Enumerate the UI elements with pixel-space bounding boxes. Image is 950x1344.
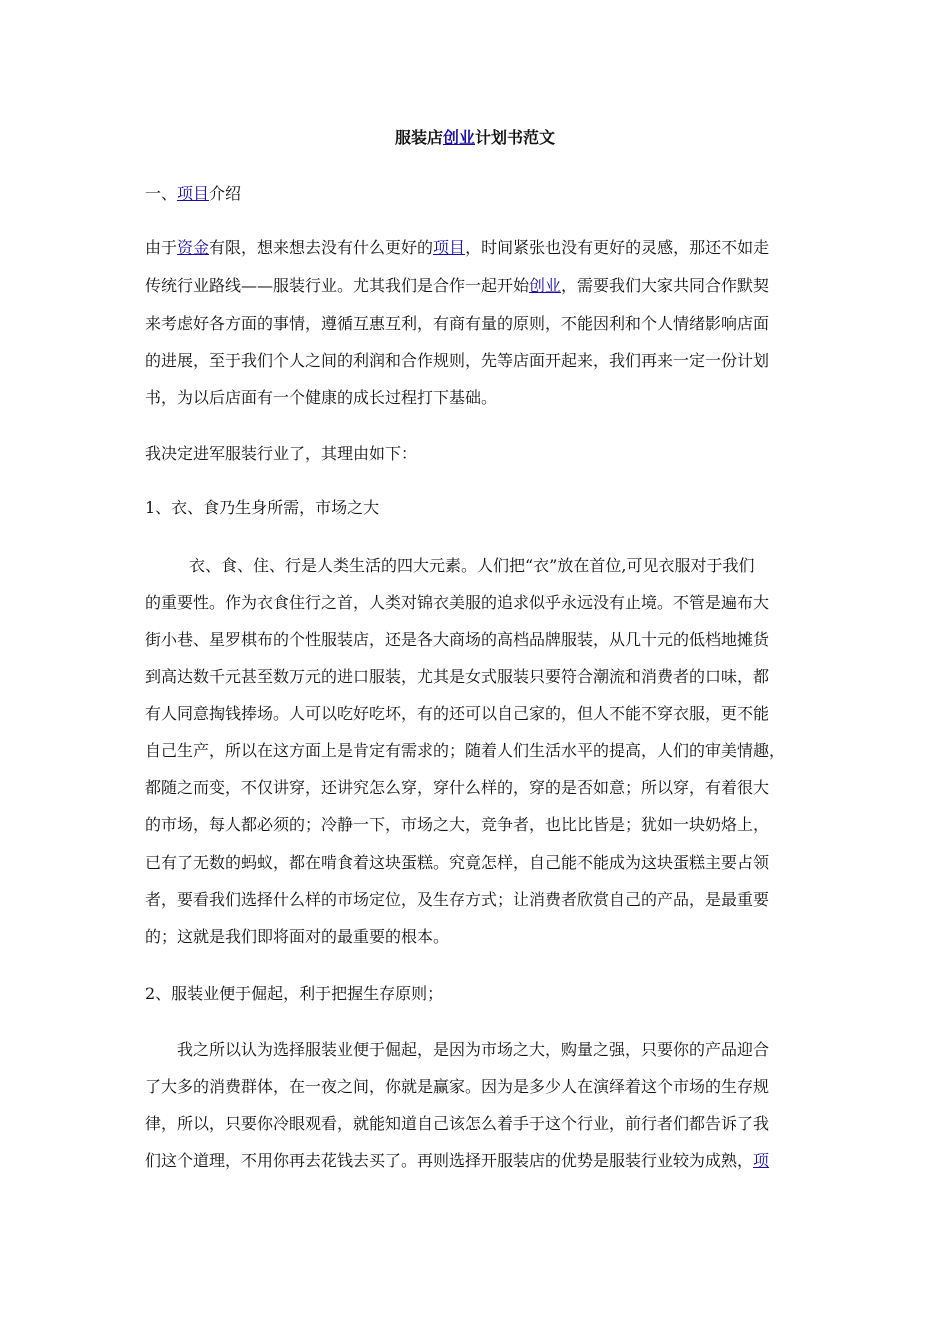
project-link[interactable]: 项目 [177,184,210,203]
para1-line1 [145,238,769,258]
section-heading-project [145,184,241,204]
para3-line: 有人同意掏钱捧场。人可以吃好吃坏，有的还可以自己家的，但人不能不穿衣服，更不能 [145,704,770,723]
para3-line: 街小巷、星罗棋布的个性服装店，还是各大商场的高档品牌服装，从几十元的低档地摊货 [145,630,770,649]
document-title [0,128,950,148]
heading-text: 介绍 [209,184,242,203]
para3-line: 已有了无数的蚂蚁，都在啃食着这块蛋糕。究竟怎样，自己能不能成为这块蛋糕主要占领 [145,853,770,872]
text-span: ，需要我们大家共同合作默契 [561,276,770,295]
para3-line: 的市场，每人都必须的；冷静一下，市场之大，竞争者，也比比皆是；犹如一块奶烙上， [145,815,770,834]
funds-link[interactable]: 资金 [177,238,210,257]
item1-heading: 1、衣、食乃生身所需，市场之大 [145,498,380,517]
para4-line: 律，所以，只要你冷眼观看，就能知道自己该怎么着手于这个行业，前行者们都告诉了我 [145,1114,770,1133]
para2: 我决定进军服装行业了，其理由如下： [145,444,418,463]
para1-line5: 书，为以后店面有一个健康的成长过程打下基础。 [145,388,498,407]
title-text-tail: 计划书范文 [475,128,556,147]
heading-number: 一、 [145,184,178,203]
text-span: 由于 [145,238,178,257]
para4-line: 了大多的消费群体，在一夜之间，你就是赢家。因为是多少人在演绎着这个市场的生存规 [145,1077,770,1096]
text-span: 有限，想来想去没有什么更好的 [209,238,434,257]
para3-line: 者，要看我们选择什么样的市场定位，及生存方式；让消费者欣赏自己的产品，是最重要 [145,890,770,909]
project-link-3[interactable]: 项 [753,1151,770,1170]
text-span: 传统行业路线——服装行业。尤其我们是合作一起开始 [145,276,530,295]
project-link-2[interactable]: 项目 [433,238,466,257]
para3-line: 到高达数千元甚至数万元的进口服装，尤其是女式服装只要符合潮流和消费者的口味，都 [145,667,770,686]
text-span: 们这个道理，不用你再去花钱去买了。再则选择开服装店的优势是服装行业较为成熟， [145,1151,754,1170]
para1-line2 [145,276,769,296]
title-text: 服装店 [394,128,443,147]
para1-line4: 的进展，至于我们个人之间的利润和合作规则，先等店面开起来，我们再来一定一份计划 [145,351,770,370]
para3-line: 的；这就是我们即将面对的最重要的根本。 [145,927,450,946]
text-span: ，时间紧张也没有更好的灵感，那还不如走 [465,238,770,257]
para3-line: 的重要性。作为衣食住行之首，人类对锦衣美服的追求似乎永远没有止境。不管是遍布大 [145,593,770,612]
para4-line: 我之所以认为选择服装业便于倔起，是因为市场之大，购量之强，只要你的产品迎合 [177,1040,770,1059]
chuangye-link-2[interactable]: 创业 [529,276,562,295]
para3-line: 自己生产，所以在这方面上是肯定有需求的；随着人们生活水平的提高，人们的审美情趣， [145,741,786,760]
para3-line: 都随之而变，不仅讲穿，还讲究怎么穿，穿什么样的，穿的是否如意；所以穿，有着很大 [145,778,770,797]
chuangye-link[interactable]: 创业 [442,128,475,147]
para4-line-last [145,1151,769,1171]
item2-heading: 2、服装业便于倔起，利于把握生存原则； [145,984,444,1003]
para3-line: 衣、食、住、行是人类生活的四大元素。人们把“衣”放在首位,可见衣服对于我们 [189,556,755,575]
para1-line3: 来考虑好各方面的事情，遵循互惠互利，有商有量的原则，不能因利和个人情绪影响店面 [145,314,770,333]
